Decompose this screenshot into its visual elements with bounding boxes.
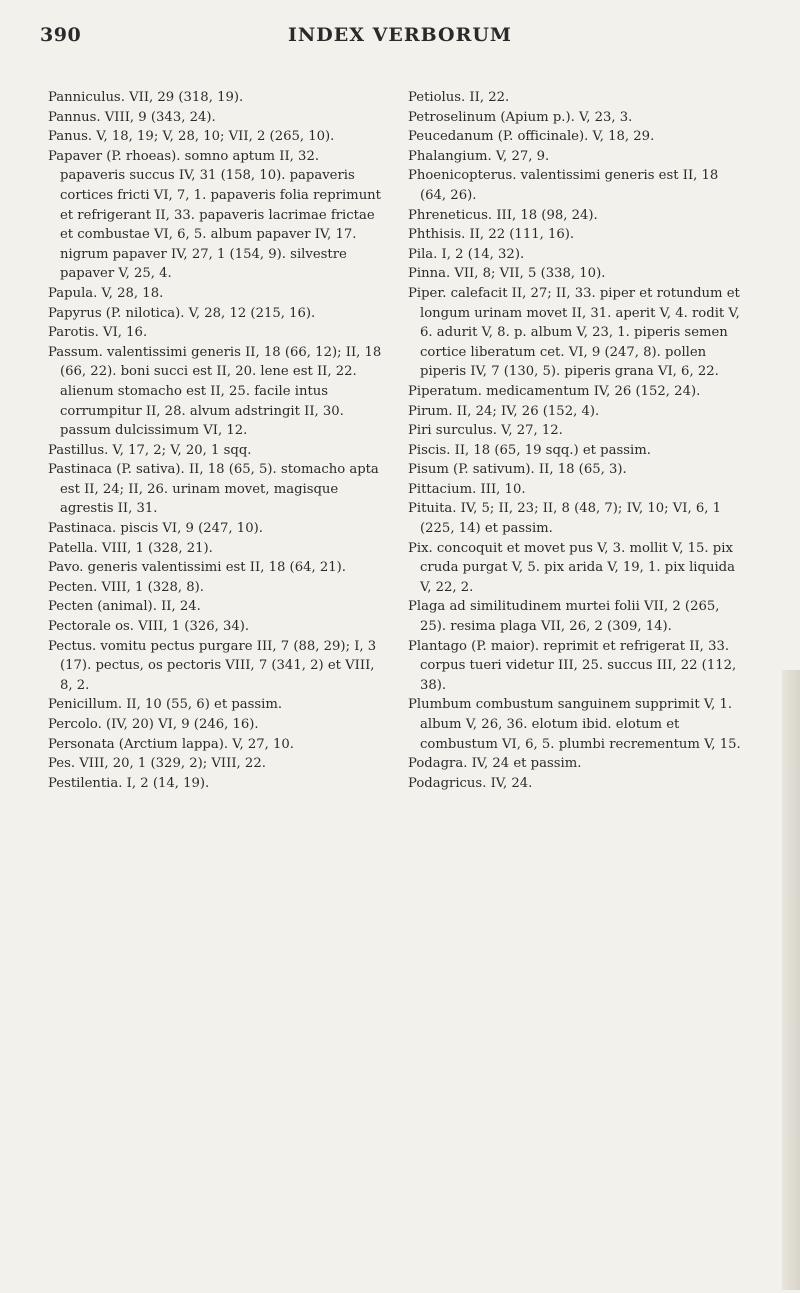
index-entry: Phalangium. V, 27, 9.	[408, 148, 550, 164]
index-entry: Petiolus. II, 22.	[408, 90, 510, 105]
index-entry: Patella. VIII, 1 (328, 21).	[48, 540, 213, 556]
index-entry: Pectorale os. VIII, 1 (326, 34).	[48, 619, 250, 635]
index-entry: Panus. V, 18, 19; V, 28, 10; VII, 2 (265, 10).	[48, 129, 335, 145]
index-entry: Pittacium. III, 10.	[408, 481, 526, 497]
index-entry: Penicillum. II, 10 (55, 6) et passim.	[48, 697, 283, 713]
index-entry: Papaver (P. rhoeas). somno aptum II, 32. papaveris succus IV, 31 (158, 10). papaveris cortices fricti VI, 7, 1. papaveris folia reprimunt et refrigerant II, 33. papaveris lacrimae frictae et combustae VI, 6, 5. album papaver IV, 17. nigrum papaver IV, 27, 1 (154, 9). silvestre papaver V, 25, 4.	[48, 148, 381, 282]
index-entry: Pastillus. V, 17, 2; V, 20, 1 sqq.	[48, 442, 252, 458]
index-entry: Pituita. IV, 5; II, 23; II, 8 (48, 7); IV, 10; VI, 6, 1 (225, 14) et passim.	[408, 501, 722, 537]
page-number: 390	[40, 24, 82, 46]
index-entry: Panniculus. VII, 29 (318, 19).	[48, 90, 244, 105]
page-header	[0, 24, 800, 54]
index-entry: Piri surculus. V, 27, 12.	[408, 423, 563, 439]
index-entry: Pirum. II, 24; IV, 26 (152, 4).	[408, 403, 600, 419]
index-column-right	[408, 88, 746, 793]
index-entry: Pestilentia. I, 2 (14, 19).	[48, 775, 210, 791]
index-entry: Papyrus (P. nilotica). V, 28, 12 (215, 16).	[48, 305, 316, 321]
index-entry: Pix. concoquit et movet pus V, 3. mollit V, 15. pix cruda purgat V, 5. pix arida V, 19, 1. pix liquida V, 22, 2.	[408, 540, 735, 595]
index-entry: Peucedanum (P. officinale). V, 18, 29.	[408, 129, 655, 145]
index-entry: Plumbum combustum sanguinem supprimit V, 1. album V, 26, 36. elotum ibid. elotum et combustum VI, 6, 5. plumbi recrementum V, 15.	[408, 697, 741, 752]
index-entry: Pecten (animal). II, 24.	[48, 599, 201, 615]
index-entry: Pannus. VIII, 9 (343, 24).	[48, 109, 216, 125]
index-entry: Pinna. VII, 8; VII, 5 (338, 10).	[408, 266, 606, 282]
index-entry: Personata (Arctium lappa). V, 27, 10.	[48, 736, 294, 752]
index-entry: Papula. V, 28, 18.	[48, 285, 164, 301]
index-entry: Percolo. (IV, 20) VI, 9 (246, 16).	[48, 717, 259, 732]
index-entry: Podagricus. IV, 24.	[408, 775, 533, 791]
index-entry: Pavo. generis valentissimi est II, 18 (64, 21).	[48, 560, 346, 576]
index-entry: Pes. VIII, 20, 1 (329, 2); VIII, 22.	[48, 756, 266, 772]
index-entry: Petroselinum (Apium p.). V, 23, 3.	[408, 109, 633, 125]
index-entry: Plaga ad similitudinem murtei folii VII, 2 (265, 25). resima plaga VII, 26, 2 (309, 14).	[408, 599, 720, 635]
index-entry: Plantago (P. maior). reprimit et refrigerat II, 33. corpus tueri videtur III, 25. succus III, 22 (112, 38).	[408, 638, 737, 693]
index-entry: Pastinaca. piscis VI, 9 (247, 10).	[48, 521, 263, 537]
running-head: INDEX VERBORUM	[288, 24, 512, 46]
index-entry: Podagra. IV, 24 et passim.	[408, 756, 582, 772]
index-entry: Phthisis. II, 22 (111, 16).	[408, 227, 575, 243]
index-entry: Phreneticus. III, 18 (98, 24).	[408, 207, 598, 223]
index-entry: Parotis. VI, 16.	[48, 325, 148, 341]
index-entry: Phoenicopterus. valentissimi generis est II, 18 (64, 26).	[408, 168, 719, 203]
index-entry: Pisum (P. sativum). II, 18 (65, 3).	[408, 462, 627, 478]
index-entry: Pila. I, 2 (14, 32).	[408, 246, 525, 262]
index-entry: Piper. calefacit II, 27; II, 33. piper et rotundum et longum urinam movet II, 31. aperit V, 4. rodit V, 6. adurit V, 8. p. album V, 23, 1. piperis semen cortice liberatum cet. VI, 9 (247, 8). pollen piperis IV, 7 (130, 5). piperis grana VI, 6, 22.	[408, 285, 740, 380]
index-column-left	[48, 88, 386, 793]
index-entry: Piperatum. medicamentum IV, 26 (152, 24).	[408, 383, 701, 399]
index-entry: Piscis. II, 18 (65, 19 sqq.) et passim.	[408, 442, 651, 458]
index-entry: Pastinaca (P. sativa). II, 18 (65, 5). stomacho apta est II, 24; II, 26. urinam movet, magisque agrestis II, 31.	[48, 462, 379, 517]
index-entry: Pecten. VIII, 1 (328, 8).	[48, 579, 204, 595]
page-edge-strip	[782, 670, 800, 1290]
index-entry: Passum. valentissimi generis II, 18 (66, 12); II, 18 (66, 22). boni succi est II, 20. lene est II, 22. alienum stomacho est II, 25. facile intus corrumpitur II, 28. alvum adstringit II, 30. passum dulcissimum VI, 12.	[48, 344, 382, 439]
index-entry: Pectus. vomitu pectus purgare III, 7 (88, 29); I, 3 (17). pectus, os pectoris VIII, 7 (341, 2) et VIII, 8, 2.	[48, 638, 377, 693]
